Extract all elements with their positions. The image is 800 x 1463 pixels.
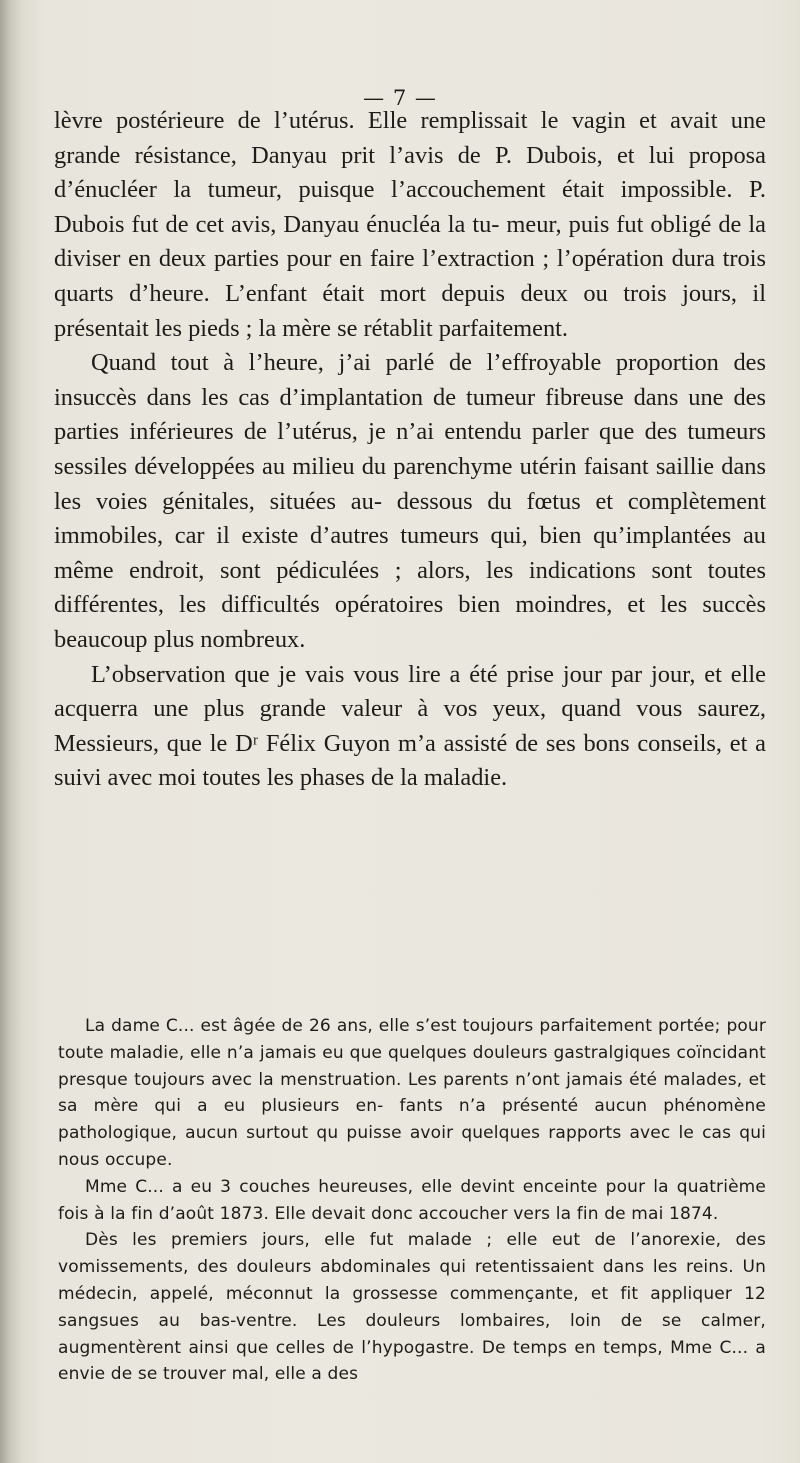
paragraph: L’observation que je vais vous lire a été prise jour par jour, et elle acquerra une plus grande valeur à vos yeux, quand vous saurez, Messieurs, que le Dʳ Félix Guyon m’a assisté de ses bons conseils, et a suivi avec moi toutes les phases de la maladie. bbox=[54, 660, 766, 792]
page-number: — 7 — bbox=[363, 86, 437, 110]
main-text bbox=[54, 104, 766, 796]
paragraph-continued: lèvre postérieure de l’utérus. Elle remplissait le vagin et avait une grande résistance, Danyau prit l’avis de P. Dubois, et lui proposa d’énucléer la tumeur, puisque l’accouchement était impossible. P. Dubois fut de cet avis, Danyau énucléa la tu- meur, puis fut obligé de la diviser en deux parties pour en faire l’extraction ; l’opération dura trois quarts d’heure. L’enfant était mort depuis deux ou trois jours, il présentait les pieds ; la mère se rétablit parfaitement. bbox=[54, 107, 766, 342]
case-paragraph: La dame C... est âgée de 26 ans, elle s’est toujours parfaitement portée; pour toute maladie, elle n’a jamais eu que quelques douleurs gastralgiques coïncidant presque toujours avec la menstruation. Les parents n’ont jamais été malades, et sa mère qui a eu plusieurs en- fants n’a présenté aucun phénomène pathologique, aucun surtout qu puisse avoir quelques rapports avec le cas qui nous occupe. bbox=[58, 1016, 766, 1170]
paragraph: Quand tout à l’heure, j’ai parlé de l’effroyable proportion des insuccès dans les cas d’implantation de tumeur fibreuse dans une des parties inférieures de l’utérus, je n’ai entendu parler que des tumeurs sessiles développées au milieu du parenchyme utérin faisant saillie dans les voies génitales, situées au- dessous du fœtus et complètement immobiles, car il existe d’autres tumeurs qui, bien qu’implantées au même endroit, sont pédiculées ; alors, les indications sont toutes différentes, les difficultés opératoires bien moindres, et les succès beaucoup plus nombreux. bbox=[54, 349, 766, 653]
case-paragraph: Dès les premiers jours, elle fut malade ; elle eut de l’anorexie, des vomissements, des douleurs abdominales qui retentissaient dans les reins. Un médecin, appelé, méconnut la grossesse commençante, et fit appliquer 12 sangsues au bas-ventre. Les douleurs lombaires, loin de se calmer, augmentèrent ainsi que celles de l’hypogastre. De temps en temps, Mme C... a envie de se trouver mal, elle a des bbox=[58, 1230, 766, 1385]
case-paragraph: Mme C... a eu 3 couches heureuses, elle devint enceinte pour la quatrième fois à la fin d’août 1873. Elle devait donc accoucher vers la fin de mai 1874. bbox=[58, 1176, 766, 1224]
case-observation bbox=[58, 1013, 766, 1388]
